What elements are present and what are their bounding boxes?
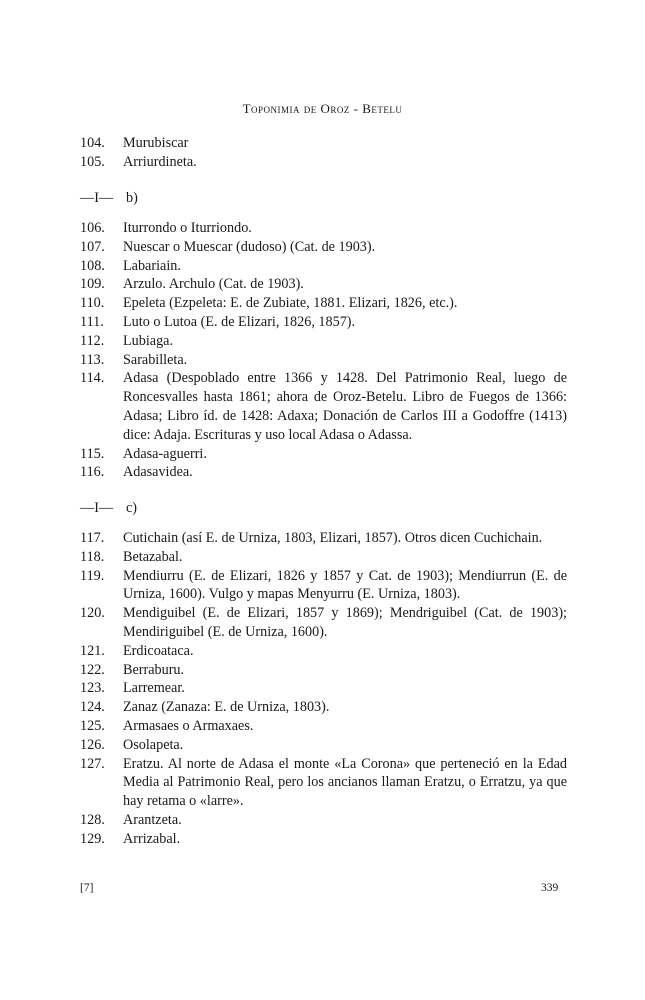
- entry-text: Cutichain (así E. de Urniza, 1803, Elizari, 1857). Otros dicen Cuchichain.: [123, 530, 543, 546]
- section-heading-c: [80, 499, 137, 518]
- entry-number: 123.: [80, 680, 105, 697]
- entry-number: 124.: [80, 699, 105, 716]
- entry-text: Mendiurru (E. de Elizari, 1826 y 1857 y Cat. de 1903); Mendiurrun (E. de Urniza, 1600). Vulgo y mapas Menyurru (E. Urniza, 1803).: [123, 567, 567, 603]
- entry-text: Sarabilleta.: [123, 351, 188, 368]
- entry-number: 125.: [80, 717, 105, 734]
- running-head: Toponimia de Oroz - Betelu: [242, 101, 403, 116]
- entry-number: 126.: [80, 736, 105, 753]
- entry-number: 120.: [80, 605, 105, 622]
- entry-row: [80, 604, 567, 642]
- entry-row: [80, 369, 567, 444]
- entry-number: 106.: [80, 220, 105, 236]
- entry-row: [80, 445, 567, 464]
- entry-row: [80, 463, 567, 482]
- entry-text: Arrizabal.: [123, 830, 181, 847]
- entry-row: [80, 238, 567, 257]
- entry-number: 110.: [80, 295, 105, 312]
- entry-row: [80, 332, 567, 351]
- page-number: 339: [541, 882, 559, 894]
- entry-row: [80, 548, 567, 567]
- entry-text: Iturrondo o Iturriondo.: [123, 220, 252, 236]
- entry-text: Arriurdineta.: [123, 153, 197, 170]
- section-label: c): [126, 500, 138, 516]
- entry-row: [80, 153, 567, 172]
- entry-number: 128.: [80, 811, 105, 828]
- entry-list-b: [80, 219, 567, 482]
- entry-text: Berraburu.: [123, 661, 185, 678]
- entry-row: [80, 698, 567, 717]
- entry-number: 122.: [80, 661, 105, 678]
- entry-text: Nuescar o Muescar (dudoso) (Cat. de 1903).: [123, 238, 376, 255]
- entry-row: [80, 567, 567, 605]
- entry-row: [80, 717, 567, 736]
- entry-number: 105.: [80, 153, 105, 170]
- entry-text: Betazabal.: [123, 548, 183, 565]
- entry-number: 108.: [80, 257, 105, 274]
- entry-row: [80, 294, 567, 313]
- entry-number: 111.: [80, 313, 104, 330]
- entry-number: 129.: [80, 830, 105, 847]
- entry-row: [80, 661, 567, 680]
- entry-list-a: [80, 134, 567, 172]
- section-mark: —I—: [80, 190, 114, 206]
- entry-text: Adasa (Despoblado entre 1366 y 1428. Del Patrimonio Real, luego de Roncesvalles hasta 1861; ahora de Oroz-Betelu. Libro de Fuegos de 1366: Adasa; Libro íd. de 1428: Adaxa; Donación de Carlos III a Godoffre (1413) dice: Adaja. Escrituras y uso local Adasa o Adassa.: [123, 370, 567, 443]
- entry-row: [80, 313, 567, 332]
- entry-text: Erdicoataca.: [123, 642, 194, 659]
- entry-row: [80, 642, 567, 661]
- entry-number: 117.: [80, 530, 105, 546]
- entry-row: [80, 679, 567, 698]
- entry-text: Lubiaga.: [123, 332, 174, 349]
- entry-number: 109.: [80, 276, 105, 293]
- entry-text: Mendiguibel (E. de Elizari, 1857 y 1869); Mendriguibel (Cat. de 1903); Mendiriguibel (E. de Urniza, 1600).: [123, 605, 567, 640]
- entry-text: Eratzu. Al norte de Adasa el monte «La Corona» que perteneció en la Edad Media al Patrimonio Real, pero los ancianos llaman Eratzu, o Erratzu, ya que hay retama o «larre».: [123, 755, 567, 810]
- section-label: b): [126, 190, 138, 206]
- entry-text: Epeleta (Ezpeleta: E. de Zubiate, 1881. Elizari, 1826, etc.).: [123, 295, 458, 312]
- entry-number: 115.: [80, 445, 105, 462]
- section-heading-b: [80, 189, 138, 208]
- section-mark: —I—: [80, 500, 114, 516]
- entry-row: [80, 275, 567, 294]
- entry-number: 104.: [80, 135, 105, 151]
- entry-row: [80, 529, 567, 548]
- entry-number: 121.: [80, 642, 105, 659]
- entry-text: Osolapeta.: [123, 736, 184, 753]
- entry-row: [80, 219, 567, 238]
- entry-list-c: [80, 529, 567, 849]
- entry-row: [80, 351, 567, 370]
- entry-number: 114.: [80, 370, 105, 387]
- entry-text: Armasaes o Armaxaes.: [123, 717, 254, 734]
- entry-number: 112.: [80, 332, 105, 349]
- entry-number: 119.: [80, 567, 105, 584]
- entry-text: Arzulo. Archulo (Cat. de 1903).: [123, 276, 304, 293]
- entry-row: [80, 134, 567, 153]
- entry-number: 127.: [80, 755, 105, 772]
- entry-text: Adasavidea.: [123, 464, 193, 481]
- entry-text: Labariain.: [123, 257, 181, 274]
- entry-text: Larremear.: [123, 680, 185, 697]
- entry-number: 113.: [80, 351, 105, 368]
- footer-page-ref: [7]: [80, 882, 94, 894]
- entry-number: 118.: [80, 548, 105, 565]
- entry-number: 107.: [80, 238, 105, 255]
- entry-row: [80, 830, 567, 849]
- entry-text: Arantzeta.: [123, 811, 182, 828]
- entry-row: [80, 736, 567, 755]
- entry-row: [80, 755, 567, 811]
- entry-text: Murubiscar: [123, 135, 189, 151]
- entry-text: Zanaz (Zanaza: E. de Urniza, 1803).: [123, 699, 330, 716]
- entry-row: [80, 811, 567, 830]
- entry-text: Adasa-aguerri.: [123, 445, 207, 462]
- entry-text: Luto o Lutoa (E. de Elizari, 1826, 1857).: [123, 313, 356, 330]
- entry-row: [80, 257, 567, 276]
- entry-number: 116.: [80, 464, 105, 481]
